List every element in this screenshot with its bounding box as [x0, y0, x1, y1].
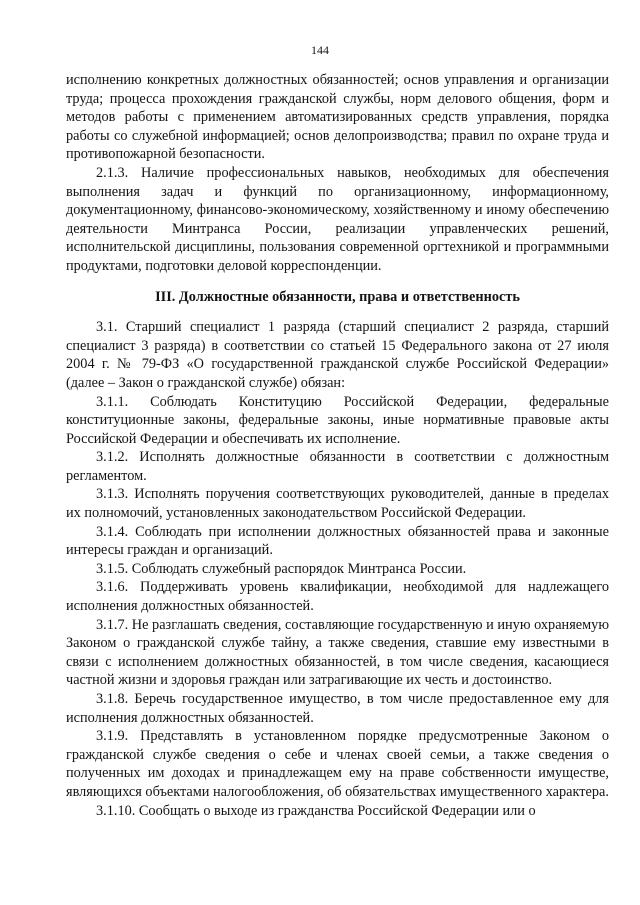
- document-body: [66, 71, 609, 820]
- section-heading: III. Должностные обязанности, права и ответственность: [155, 288, 520, 305]
- paragraph-3-1-5: 3.1.5. Соблюдать служебный распорядок Минтранса России.: [96, 560, 467, 577]
- page-number: 144: [311, 43, 329, 57]
- paragraph-3-1-2: 3.1.2. Исполнять должностные обязанности в соответствии с должностным регламентом.: [66, 449, 609, 484]
- paragraph-3-1-7: 3.1.7. Не разглашать сведения, составляющие государственную и иную охраняемую Законом о гражданской службе тайну, а также сведения, ставшие ему известными в связи с исполнением должностных обязанностей, в том числе сведения, касающиеся частной жизни и здоровья граждан или затрагивающие их честь и достоинство.: [66, 616, 609, 689]
- paragraph-3-1-3: 3.1.3. Исполнять поручения соответствующих руководителей, данные в пределах их полномочий, установленных законодательством Российской Федерации.: [66, 486, 609, 522]
- paragraph-continuation: исполнению конкретных должностных обязанностей; основ управления и организации труда; процесса прохождения гражданской службы, норм делового общения, форм и методов работы с применением автоматизированных средств управления, порядка работы со служебной информацией; основ делопроизводства; правил по охране труда и противопожарной безопасности.: [66, 72, 609, 163]
- paragraph-3-1-6: 3.1.6. Поддерживать уровень квалификации, необходимой для надлежащего исполнения должностных обязанностей.: [66, 579, 609, 615]
- paragraph-3-1-1: 3.1.1. Соблюдать Конституцию Российской Федерации, федеральные конституционные законы, федеральные законы, иные нормативные правовые акты Российской Федерации и обеспечивать их исполнение.: [66, 393, 609, 447]
- paragraph-3-1-10: 3.1.10. Сообщать о выходе из гражданства Российской Федерации или о: [96, 802, 536, 819]
- paragraph-3-1: 3.1. Старший специалист 1 разряда (старший специалист 2 разряда, старший специалист 3 разряда) в соответствии со статьей 15 Федерального закона от 27 июля 2004 г. № 79-ФЗ «О государственной гражданской службе Российской Федерации» (далее – Закон о гражданской службе) обязан:: [66, 319, 609, 391]
- paragraph-3-1-9: 3.1.9. Представлять в установленном порядке предусмотренные Законом о гражданской службе сведения о себе и членах своей семьи, а также сведения о полученных им доходах и принадлежащем ему на праве собственности имуществе, являющихся объектами налогообложения, об обязательствах имущественного характера.: [66, 728, 609, 800]
- paragraph-3-1-8: 3.1.8. Беречь государственное имущество, в том числе предоставленное ему для исполнения должностных обязанностей.: [66, 691, 609, 726]
- paragraph-3-1-4: 3.1.4. Соблюдать при исполнении должностных обязанностей права и законные интересы граждан и организаций.: [66, 523, 609, 559]
- paragraph-2-1-3: 2.1.3. Наличие профессиональных навыков, необходимых для обеспечения выполнения задач и функций по организационному, информационному, документационному, финансово-экономическому, хозяйственному и иному обеспечению деятельности Минтранса России, реализации управленческих решений, исполнительской дисциплины, пользования современной оргтехникой и программными продуктами, подготовки деловой корреспонденции.: [66, 164, 609, 274]
